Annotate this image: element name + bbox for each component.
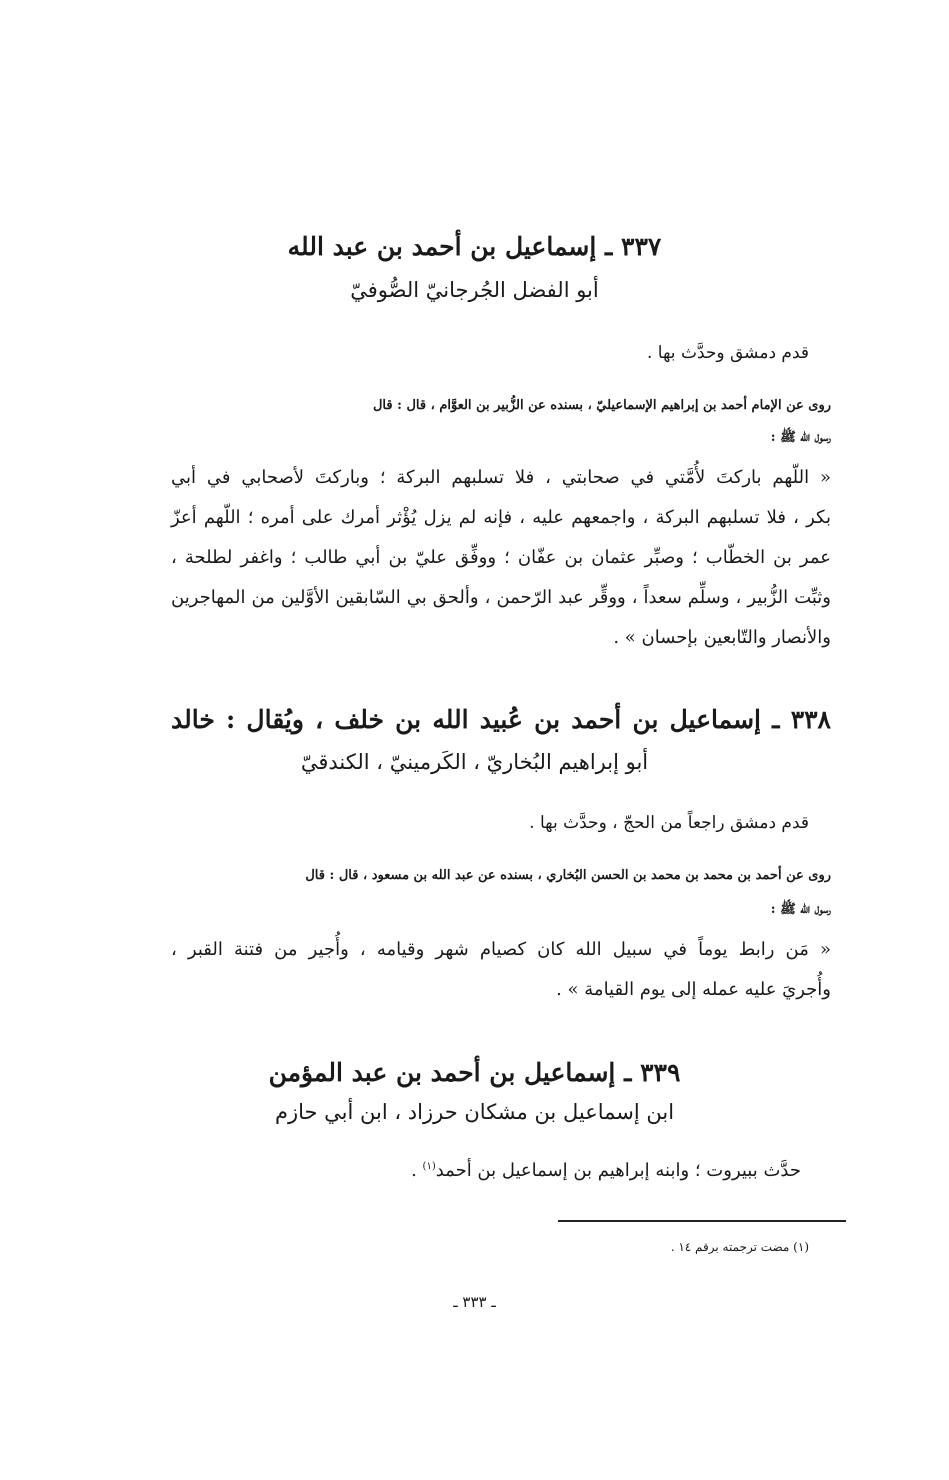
hadith-line: والأنصار والتّابعين بإحسان » . (613, 627, 831, 648)
hadith-text (171, 930, 831, 1010)
entry-note-end: . (411, 1160, 423, 1181)
entry-note-text: حدَّث ببيروت ؛ وابنه إبراهيم بن إسماعيل بن أحمد (435, 1160, 801, 1181)
isnad-line: رسول الله ﷺ : (770, 430, 831, 445)
hadith-line: بكر ، فلا تسلبهم البركة ، واجمعهم عليه ، فإنه لم يزل يُؤْثر أمرك على أمره ؛ اللّهم أعزّ (171, 507, 831, 528)
entry-subtitle: أبو الفضل الجُرجانيّ الصُّوفيّ (350, 278, 599, 302)
hadith-line: « اللّهم باركتَ لأُمَّتي في صحابتي ، فلا تسلبهم البركة ؛ وباركتَ لأصحابي في أبي (171, 467, 831, 488)
footnote-rule (558, 1220, 846, 1222)
entry-subtitle: ابن إسماعيل بن مشكان حرزاد ، ابن أبي حازم (274, 1100, 675, 1124)
hadith-line: وثبِّت الزُّبير ، وسلِّم سعداً ، ووقِّر عبد الرّحمن ، وألحق بي السّابقين الأوَّلين من المهاجرين (171, 587, 831, 608)
hadith-line: عمر بن الخطّاب ؛ وصبِّر عثمان بن عفّان ؛ ووفِّق عليّ بن أبي طالب ؛ واغفر لطلحة ، (171, 547, 831, 568)
hadith-line: « مَن رابط يوماً في سبيل الله كان كصيام شهر وقيامه ، وأُجير من فتنة القبر ، (171, 939, 831, 960)
entry-title: ٣٣٨ ـ إسماعيل بن أحمد بن عُبيد الله بن خلف ، ويُقال : خالد (171, 705, 831, 734)
entry-title: ٣٣٩ ـ إسماعيل بن أحمد بن عبد المؤمن (268, 1058, 681, 1087)
isnad-line: روى عن أحمد بن محمد بن محمد بن الحسن البُخاري ، بسنده عن عبد الله بن مسعود ، قال : قال (305, 868, 831, 883)
entry-title: ٣٣٧ ـ إسماعيل بن أحمد بن عبد الله (287, 232, 662, 261)
hadith-text (171, 458, 831, 658)
page-number: ـ ٣٣٣ ـ (453, 1293, 496, 1311)
entry-note: قدم دمشق وحدَّث بها . (646, 343, 809, 363)
hadith-line: وأُجريَ عليه عمله إلى يوم القيامة » . (556, 979, 831, 1000)
footnote: (١) مضت ترجمته برقم ١٤ . (670, 1240, 809, 1254)
isnad-line: رسول الله ﷺ : (770, 902, 831, 917)
entry-subtitle: أبو إبراهيم البُخاريّ ، الكَرمينيّ ، الكندقيّ (300, 750, 649, 774)
entry-note (411, 1160, 801, 1181)
entry-note: قدم دمشق راجعاً من الحجّ ، وحدَّث بها . (529, 813, 809, 833)
footnote-ref: (١) (422, 1161, 436, 1172)
isnad-line: روى عن الإمام أحمد بن إبراهيم الإسماعيليّ ، بسنده عن الزُّبير بن العوَّام ، قال : قال (372, 398, 831, 413)
